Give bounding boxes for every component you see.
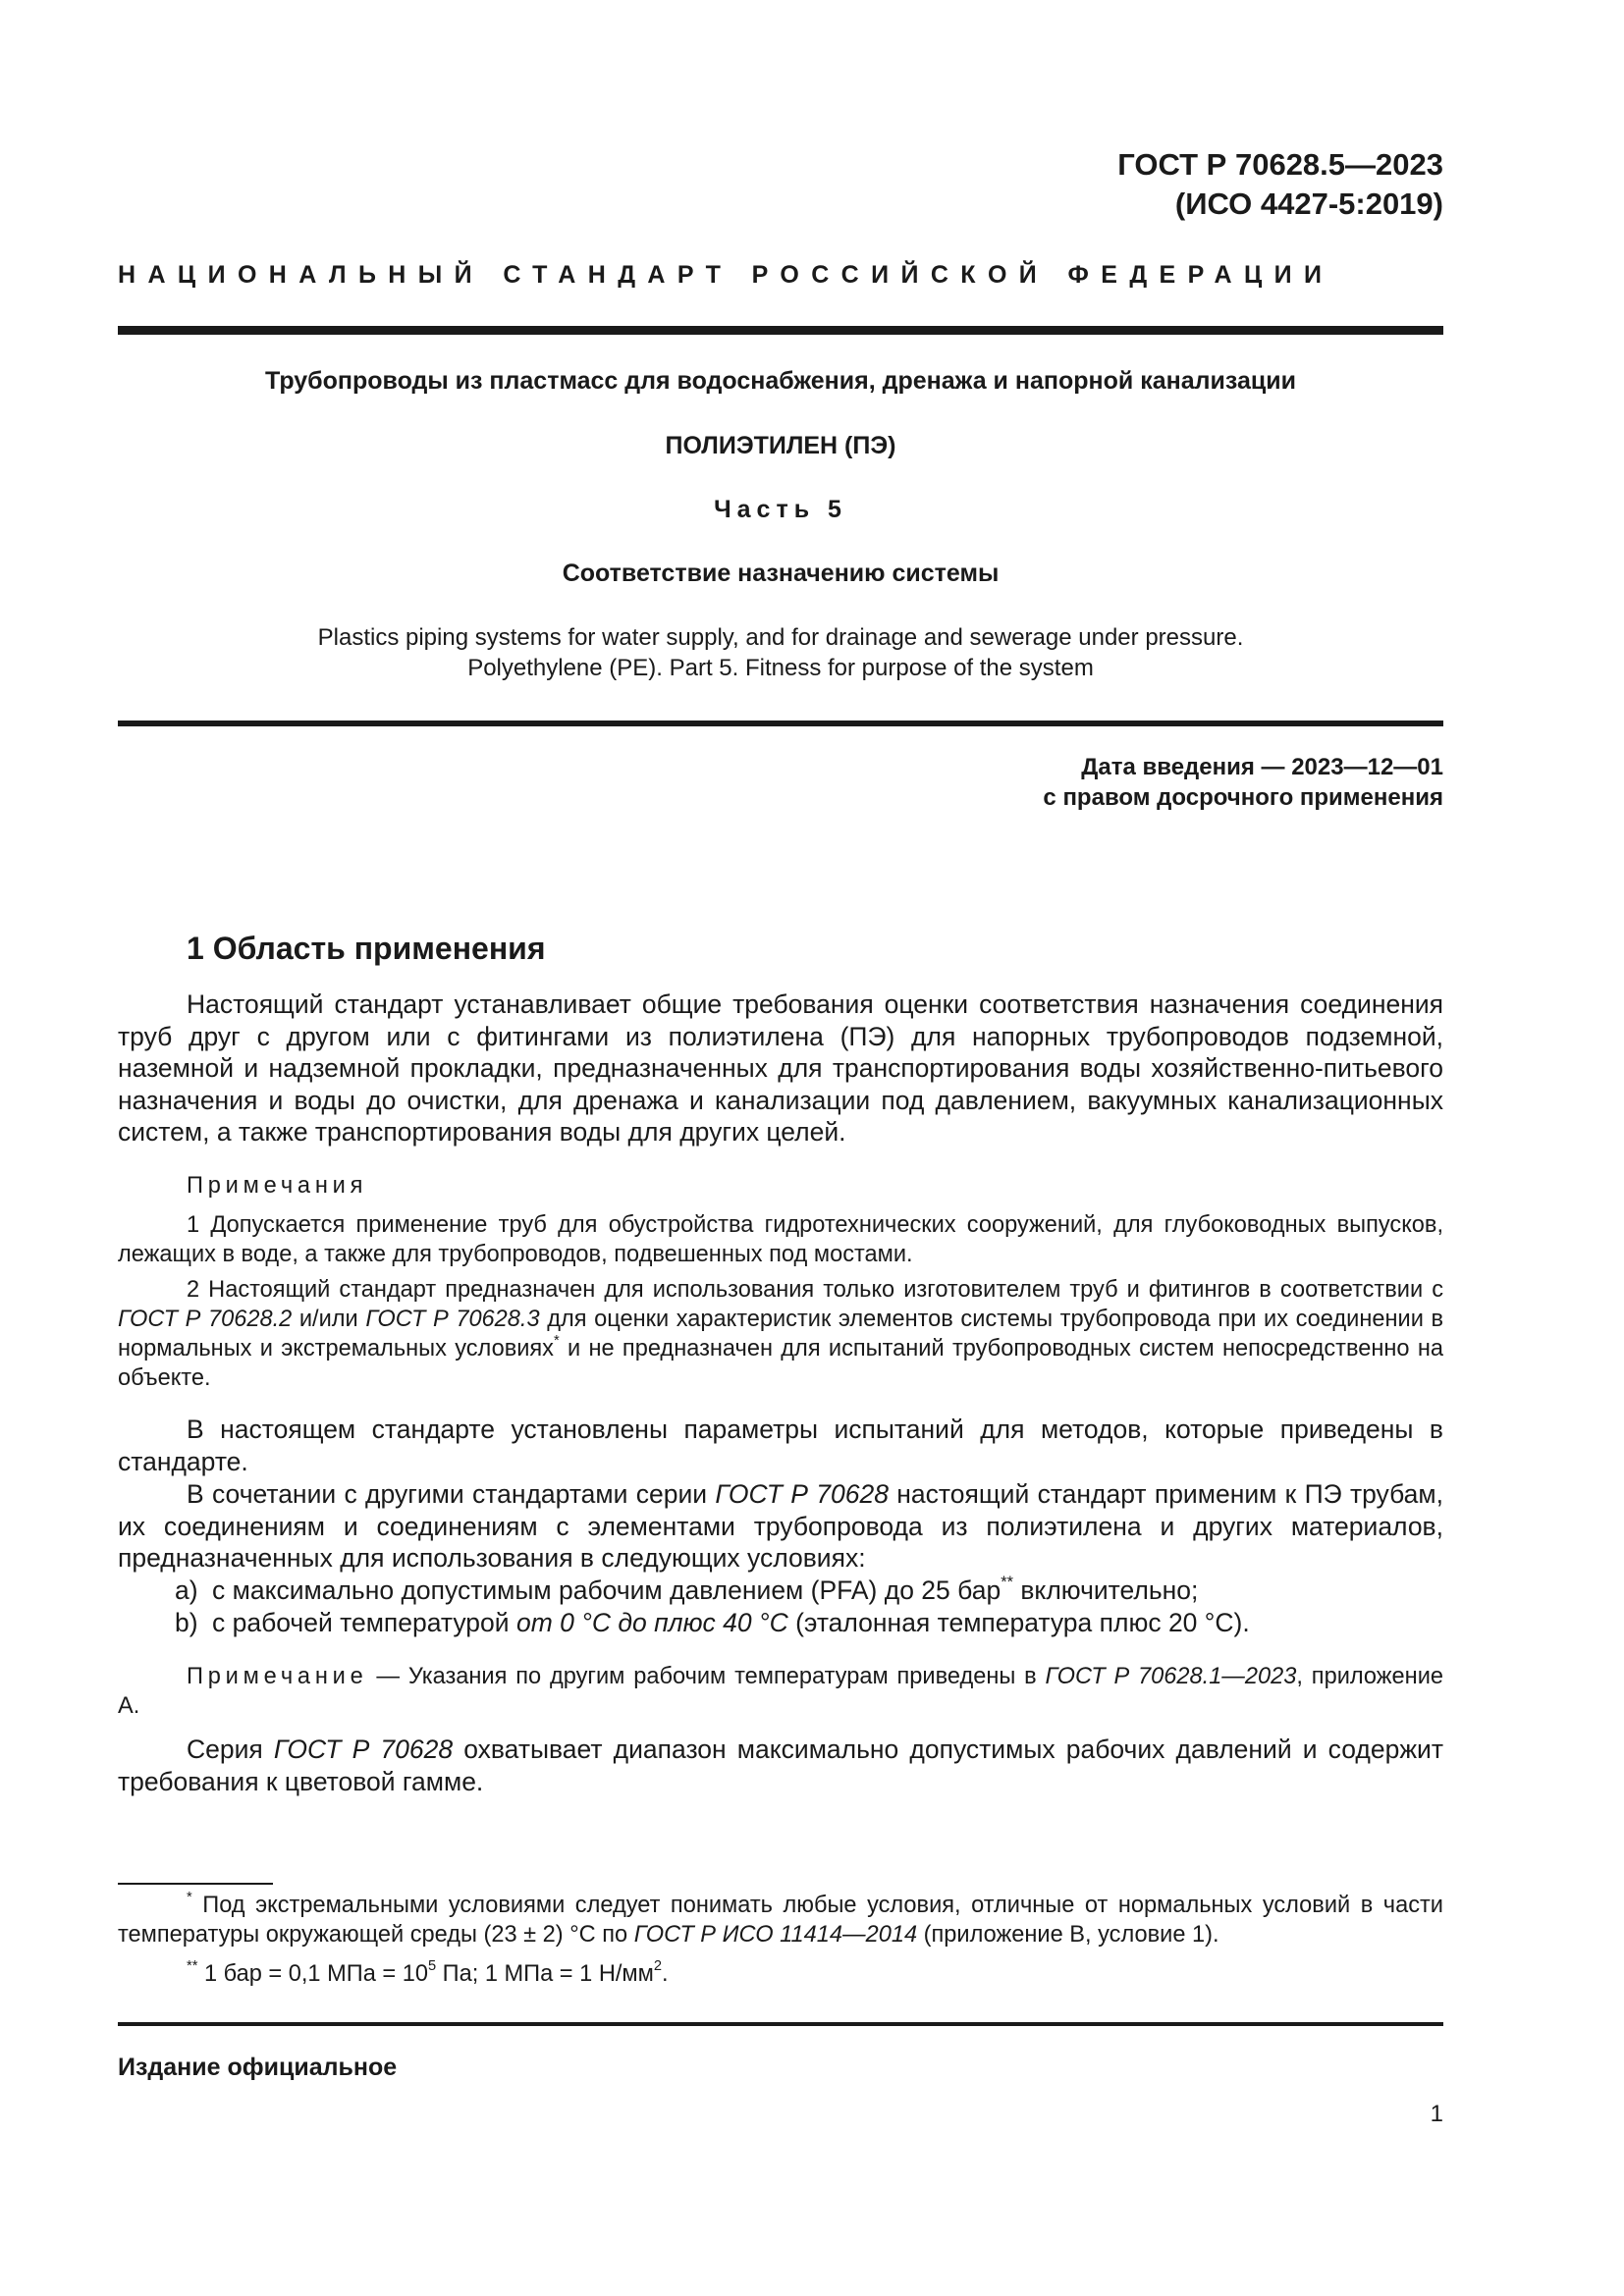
list-item-b: b) с рабочей температурой от 0 °С до плюс 40 °С (эталонная температура плюс 20 °С). <box>175 1608 1250 1637</box>
top-thick-rule <box>118 326 1443 335</box>
series-reference: ГОСТ Р 70628 <box>715 1479 889 1509</box>
page-number: 1 <box>1430 2101 1443 2127</box>
title-line-2: ПОЛИЭТИЛЕН (ПЭ) <box>665 432 896 459</box>
footnote-2: ** 1 бар = 0,1 МПа = $10^5$ Па; 1 МПа = 1 $Н/мм^2$. <box>187 1957 669 1987</box>
bottom-rule <box>118 2022 1443 2026</box>
series-reference-2: ГОСТ Р 70628 <box>273 1735 454 1764</box>
gost-designation <box>1117 145 1443 224</box>
national-standard-banner: НАЦИОНАЛЬНЫЙ СТАНДАРТ РОССИЙСКОЙ ФЕДЕРАЦИИ <box>118 261 1334 289</box>
note-2-reference-1: ГОСТ Р 70628.2 <box>118 1307 293 1332</box>
footnote-marker-1: * <box>553 1332 560 1349</box>
temperature-range: от 0 °С до плюс 40 °С <box>515 1608 788 1637</box>
footnote-1: * Под экстремальными условиями следует понимать любые условия, отличные от нормальных условий в части температуры окружающей среды (23 ± 2) °С по ГОСТ Р ИСО 11414—2014 (приложение В, условие 1). <box>118 1889 1443 1948</box>
official-edition-label: Издание официальное <box>118 2054 398 2081</box>
title-bottom-rule <box>118 721 1443 726</box>
section-heading: 1 Область применения <box>187 931 546 966</box>
english-title-line-1: Plastics piping systems for water supply, and for drainage and sewerage under pressure. <box>317 624 1244 651</box>
iso-number: (ИСО 4427-5:2019) <box>1174 187 1443 221</box>
footnote-marker-2: ** <box>1001 1573 1013 1591</box>
english-title-line-2: Polyethylene (PE). Part 5. Fitness for purpose of the system <box>467 655 1094 681</box>
note-3-reference: ГОСТ Р 70628.1—2023 <box>1045 1664 1297 1689</box>
scope-paragraph-4: Серия ГОСТ Р 70628 охватывает диапазон максимально допустимых рабочих давлений и содержит требования к цветовой гамме. <box>118 1735 1443 1796</box>
note-2-reference-2: ГОСТ Р 70628.3 <box>365 1307 540 1332</box>
list-item-b-marker: b) <box>175 1608 198 1637</box>
footnote-separator <box>118 1883 273 1885</box>
note-3-label: Примечание <box>187 1664 368 1689</box>
part-label: Часть 5 <box>714 496 847 523</box>
footnote-1-mark: * <box>187 1889 192 1905</box>
title-line-1: Трубопроводы из пластмасс для водоснабжения, дренажа и напорной канализации <box>265 367 1296 395</box>
notes-label <box>118 1171 1443 1201</box>
introduction-date <box>1043 752 1443 813</box>
scope-paragraph-1: Настоящий стандарт устанавливает общие требования оценки соответствия назначения соединения труб друг с другом или с фитингами из полиэтилена (ПЭ) для напорных трубопроводов подземной, наземной и надземной прокладки, предназначенных для транспортирования воды хозяйственно-питьевого назначения и воды до очистки, для дренажа и канализации под давлением, вакуумных канализационных систем, а также транспортирования воды для других целей. <box>118 989 1443 1148</box>
scope-paragraph-2: В настоящем стандарте установлены параметры испытаний для методов, которые приведены в стандарте. <box>118 1415 1443 1476</box>
subtitle: Соответствие назначению системы <box>562 560 1000 587</box>
gost-number: ГОСТ Р 70628.5—2023 <box>1117 147 1443 182</box>
note-2: 2 Настоящий стандарт предназначен для использования только изготовителем труб и фитингов в соответствии с ГОСТ Р 70628.2 и/или ГОСТ Р 70628.3 для оценки характеристик элементов системы трубопровода при их соединении в нормальных и экстремальных условиях* и не предназначен для испытаний трубопроводных систем непосредственно на объекте. <box>118 1277 1443 1391</box>
list-item-a: a) с максимально допустимым рабочим давлением (PFA) до 25 бар** включительно; <box>175 1573 1199 1605</box>
english-title <box>118 622 1443 683</box>
notes-label-text: Примечания <box>187 1173 368 1199</box>
list-item-a-marker: a) <box>175 1575 198 1605</box>
introduction-date-line-2: с правом досрочного применения <box>1043 784 1443 811</box>
scope-paragraph-3: В сочетании с другими стандартами серии ГОСТ Р 70628 настоящий стандарт применим к ПЭ трубам, их соединениям и соединениям с элементами трубопровода из полиэтилена и других материалов, предназначенных для использования в следующих условиях: <box>118 1479 1443 1574</box>
footnote-1-reference: ГОСТ Р ИСО 11414—2014 <box>633 1922 918 1948</box>
note-3: Примечание — Указания по другим рабочим температурам приведены в ГОСТ Р 70628.1—2023, приложение А. <box>118 1664 1443 1719</box>
footnote-2-mark: ** <box>187 1957 198 1974</box>
introduction-date-line-1: Дата введения — 2023—12—01 <box>1081 754 1443 780</box>
note-1: 1 Допускается применение труб для обустройства гидротехнических сооружений, для глубоководных выпусков, лежащих в воде, а также для трубопроводов, подвешенных под мостами. <box>118 1212 1443 1267</box>
